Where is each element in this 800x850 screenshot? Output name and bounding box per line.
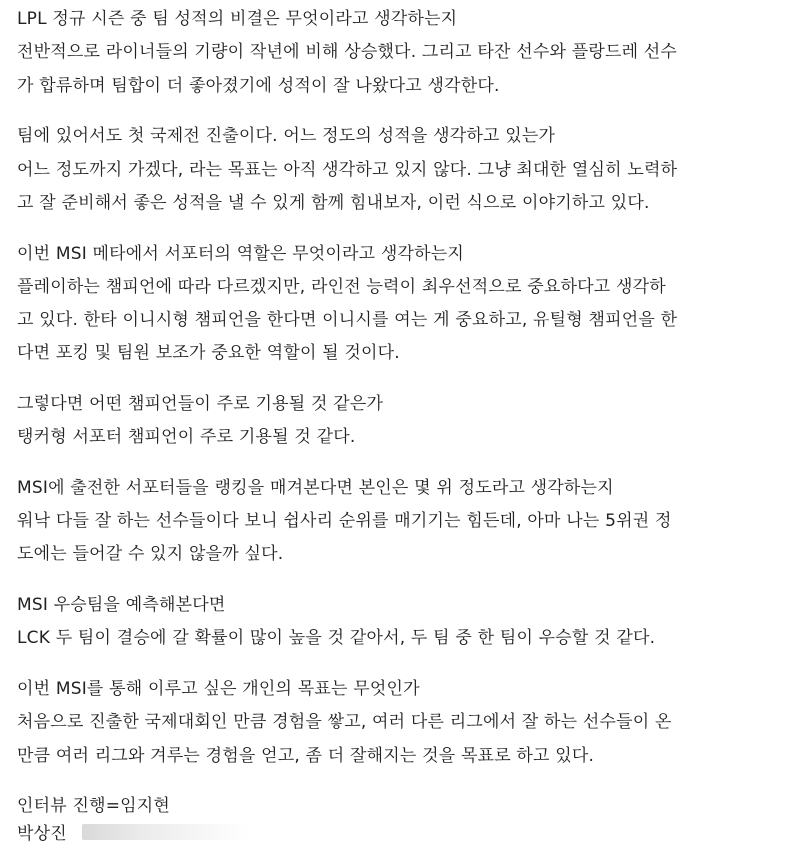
answer-3-line-3: 다면 포킹 및 팀원 보조가 중요한 역할이 될 것이다.	[17, 343, 400, 363]
answer-4-line-1: 탱커형 서포터 챔피언이 주로 기용될 것 같다.	[17, 427, 356, 447]
answer-1-line-1: 전반적으로 라이너들의 기량이 작년에 비해 상승했다. 그리고 타잔 선수와 플랑드레 선수	[17, 42, 678, 62]
question-3: 이번 MSI 메타에서 서포터의 역할은 무엇이라고 생각하는지	[17, 244, 465, 264]
question-5: MSI에 출전한 서포터들을 랭킹을 매겨본다면 본인은 몇 위 정도라고 생각하는지	[17, 478, 614, 498]
question-7: 이번 MSI를 통해 이루고 싶은 개인의 목표는 무엇인가	[17, 679, 420, 699]
question-1: LPL 정규 시즌 중 팀 성적의 비결은 무엇이라고 생각하는지	[17, 9, 458, 29]
question-4: 그렇다면 어떤 챔피언들이 주로 기용될 것 같은가	[17, 394, 384, 414]
writer-credit: 박상진	[17, 824, 67, 844]
answer-2-line-1: 어느 정도까지 가겠다, 라는 목표는 아직 생각하고 있지 않다. 그냥 최대한 열심히 노력하	[17, 160, 678, 180]
answer-6-line-1: LCK 두 팀이 결승에 갈 확률이 많이 높을 것 같아서, 두 팀 중 한 팀이 우승할 것 같다.	[17, 628, 656, 648]
answer-2-line-2: 고 잘 준비해서 좋은 성적을 낼 수 있게 함께 힘내보자, 이런 식으로 이야기하고 있다.	[17, 193, 650, 213]
answer-7-line-1: 처음으로 진출한 국제대회인 만큼 경험을 쌓고, 여러 다른 리그에서 잘 하는 선수들이 온	[17, 712, 672, 732]
answer-3-line-1: 플레이하는 챔피언에 따라 다르겠지만, 라인전 능력이 최우선적으로 중요하다고 생각하	[17, 277, 666, 297]
answer-5-line-1: 워낙 다들 잘 하는 선수들이다 보니 쉽사리 순위를 매기기는 힘든데, 아마 나는 5위권 정	[17, 511, 672, 531]
answer-5-line-2: 도에는 들어갈 수 있지 않을까 싶다.	[17, 544, 284, 564]
question-2: 팀에 있어서도 첫 국제전 진출이다. 어느 정도의 성적을 생각하고 있는가	[17, 126, 556, 146]
answer-7-line-2: 만큼 여러 리그와 겨루는 경험을 얻고, 좀 더 잘해지는 것을 목표로 하고 있다.	[17, 746, 595, 766]
question-6: MSI 우승팀을 예측해본다면	[17, 595, 226, 615]
answer-1-line-2: 가 합류하며 팀합이 더 좋아졌기에 성적이 잘 나왔다고 생각한다.	[17, 76, 500, 96]
blurred-smear	[82, 824, 250, 840]
answer-3-line-2: 고 있다. 한타 이니시형 챔피언을 한다면 이니시를 여는 게 중요하고, 유틸형 챔피언을 한	[17, 310, 678, 330]
interviewer-credit: 인터뷰 진행=임지현	[17, 796, 171, 816]
